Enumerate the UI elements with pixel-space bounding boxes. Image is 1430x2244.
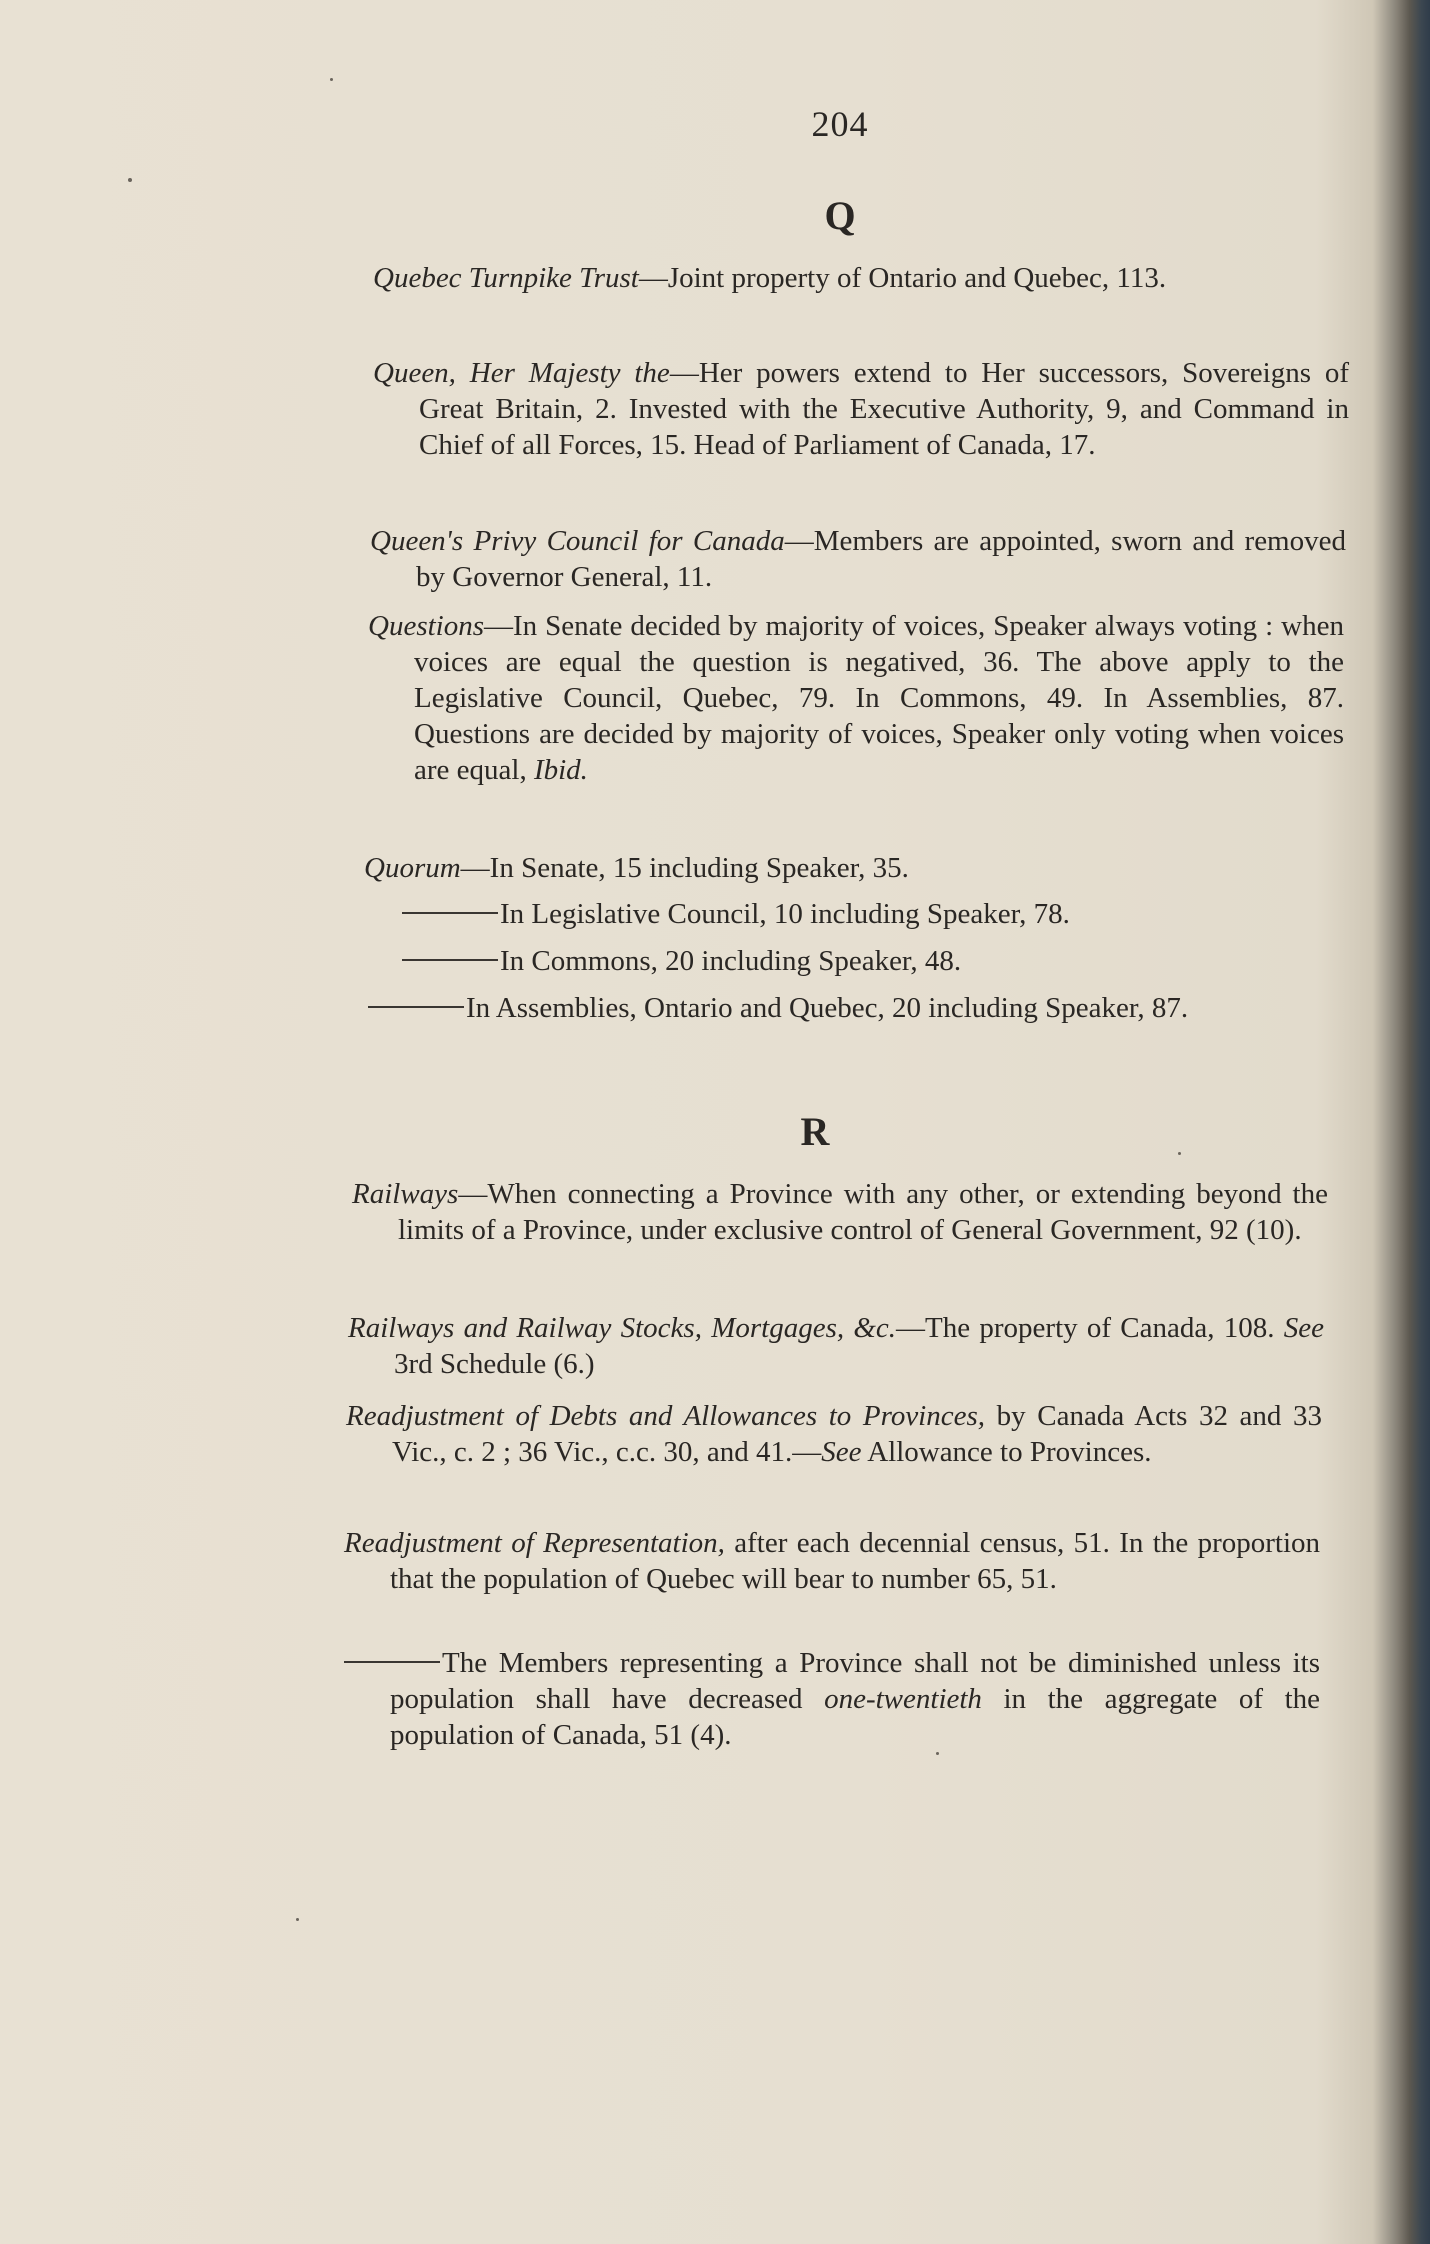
- index-subentry-members-representing: [390, 1645, 1320, 1753]
- index-entry-railway-stocks: [348, 1310, 1324, 1382]
- entry-see-text: 3rd Schedule (6.): [394, 1348, 595, 1380]
- entry-text: In Legislative Council, 10 including Speaker, 78.: [500, 898, 1070, 930]
- entry-text: —Joint property of Ontario and Quebec, 113.: [638, 262, 1167, 294]
- entry-see-text: Allowance to Provinces.: [867, 1436, 1152, 1468]
- entry-text: —Members are appointed, sworn and removed by Governor General, 11.: [416, 525, 1346, 593]
- index-subentry-legislative-council: [402, 896, 1332, 932]
- index-entry-quorum: [364, 850, 1340, 886]
- entry-term: Questions: [368, 610, 484, 642]
- entry-text: In Assemblies, Ontario and Quebec, 20 including Speaker, 87.: [466, 992, 1189, 1024]
- ditto-dash: [368, 1006, 464, 1008]
- paper-speck: [330, 78, 333, 81]
- entry-text: —When connecting a Province with any other, or extending beyond the limits of a Province, under exclusive control of General Government, 92 (10).: [398, 1178, 1328, 1246]
- entry-see: See: [821, 1436, 862, 1468]
- entry-text: The Members representing a Province shall not be diminished unless its population shall have decreased: [390, 1647, 1320, 1715]
- index-entry-questions: [368, 608, 1344, 788]
- index-entry-queens-privy-council: [370, 523, 1346, 595]
- paper-speck: [296, 1918, 299, 1921]
- entry-text: —The property of Canada, 108.: [896, 1312, 1275, 1344]
- entry-term: Quorum: [364, 852, 461, 884]
- index-subentry-assemblies: [414, 990, 1344, 1026]
- entry-term: Queen, Her Majesty the: [373, 357, 670, 389]
- entry-text: —In Senate, 15 including Speaker, 35.: [460, 852, 909, 884]
- entry-term: Readjustment of Debts and Allowances to Provinces,: [346, 1400, 986, 1432]
- entry-ibid: Ibid.: [533, 754, 588, 786]
- ditto-dash: [402, 912, 498, 914]
- index-entry-readjustment-debts: [346, 1398, 1323, 1470]
- entry-term: Queen's Privy Council for Canada: [370, 525, 785, 557]
- page-number: 204: [811, 104, 869, 144]
- paper-speck: [1178, 1152, 1181, 1155]
- section-letter-r: R: [800, 1109, 830, 1154]
- entry-see: See: [1283, 1312, 1324, 1344]
- ditto-dash: [344, 1661, 440, 1663]
- entry-text: by Canada Acts 32 and 33 Vic., c. 2 ; 36 Vic., c.c. 30, and 41.—: [392, 1400, 1323, 1468]
- ditto-dash: [402, 959, 498, 961]
- entry-term: Quebec Turnpike Trust: [373, 262, 639, 294]
- index-entry-readjustment-representation: [344, 1525, 1320, 1597]
- index-entry-railways: [352, 1176, 1328, 1248]
- entry-term: Railways and Railway Stocks, Mortgages, &c.: [348, 1312, 897, 1344]
- entry-term: Railways: [352, 1178, 459, 1210]
- index-entry-queen: [373, 355, 1349, 463]
- index-entry-quebec-turnpike-trust: [373, 260, 1349, 296]
- entry-text: —Her powers extend to Her successors, Sovereigns of Great Britain, 2. Invested with the Executive Authority, 9, and Command in Chief of all Forces, 15. Head of Parliament of Canada, 17.: [419, 357, 1349, 461]
- entry-text: after each decennial census, 51. In the proportion that the population of Quebec will bear to number 65, 51.: [390, 1527, 1320, 1595]
- entry-text-after: in the aggregate of the population of Canada, 51 (4).: [390, 1683, 1321, 1751]
- entry-text: —In Senate decided by majority of voices, Speaker always voting : when voices are equal the question is negatived, 36. The above apply to the Legislative Council, Quebec, 79. In Commons, 49. In Assemblies, 87. Questions are decided by majority of voices, Speaker only voting when voices are equal,: [414, 610, 1344, 786]
- entry-term: Readjustment of Representation,: [344, 1527, 725, 1559]
- index-subentry-commons: [402, 943, 1332, 979]
- entry-text: In Commons, 20 including Speaker, 48.: [500, 945, 962, 977]
- paper-speck: [128, 178, 132, 182]
- book-spine: [1396, 0, 1430, 2244]
- entry-italic-fraction: one-twentieth: [824, 1683, 982, 1715]
- section-letter-q: Q: [824, 193, 856, 238]
